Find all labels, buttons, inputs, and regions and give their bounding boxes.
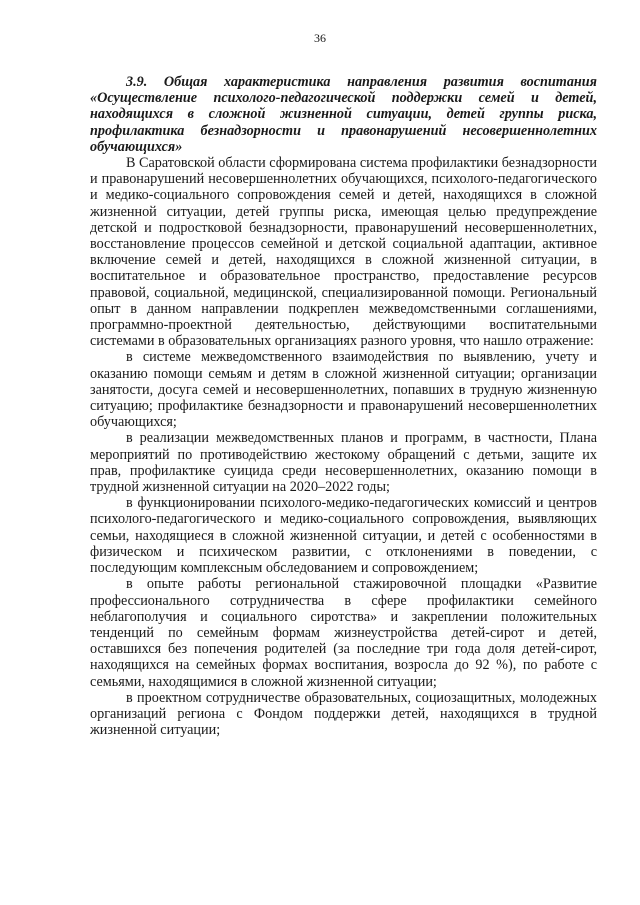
paragraph-intro: В Саратовской области сформирована система профилактики безнадзорности и правонарушений несовершеннолетних обучающихся, психолого-педагогического и медико-социального сопровождения семей и детей, находящихся в сложной жизненной ситуации, детей группы риска, имеющая целью предупреждение детской и подростковой безнадзорности, правонарушений несовершеннолетних, восстановление процессов семейной и детской социальной адаптации, активное включение семей и детей, находящихся в сложной жизненной ситуации, в воспитательное и образовательное пространство, предоставление ресурсов правовой, социальной, медицинской, специализированной помощи. Региональный опыт в данном направлении подкреплен межведомственными соглашениями, программно-проектной деятельностью, действующими воспитательными системами в образовательных организациях разного уровня, что нашло отражение:	[90, 155, 597, 350]
section-heading: 3.9. Общая характеристика направления развития воспитания «Осуществление психолого-педагогической поддержки семей и детей, находящихся в сложной жизненной ситуации, детей группы риска, профилактика безнадзорности и правонарушений несовершеннолетних обучающихся»	[90, 74, 597, 155]
paragraph-interagency-plans: в реализации межведомственных планов и программ, в частности, Плана мероприятий по противодействию жестокому обращений с детьми, защите их прав, профилактике суицида среди несовершеннолетних, оказанию помощи в трудной жизненной ситуации на 2020–2022 годы;	[90, 430, 597, 496]
page-number: 36	[314, 31, 326, 45]
paragraph-interagency-interaction: в системе межведомственного взаимодействия по выявлению, учету и оказанию помощи семьям и детям в сложной жизненной ситуации; организации занятости, досуга семей и несовершеннолетних, попавших в трудную жизненную ситуацию; профилактике безнадзорности и правонарушений несовершеннолетних обучающихся;	[90, 349, 597, 431]
paragraph-project-cooperation: в проектном сотрудничестве образовательных, социозащитных, молодежных организаций региона с Фондом поддержки детей, находящихся в трудной жизненной ситуации;	[90, 689, 597, 739]
document-body	[90, 74, 597, 738]
paragraph-internship-platform: в опыте работы региональной стажировочной площадки «Развитие профессионального сотрудничества в сфере профилактики семейного неблагополучия и социального сиротства» и закреплении положительных тенденций по семейным формам жизнеустройства детей-сирот и детей, оставшихся без попечения родителей (за последние три года доля детей-сирот, находящихся на семейных формах воспитания, возросла до 92 %), по работе с семьями, находящимися в сложной жизненной ситуации;	[90, 576, 597, 690]
paragraph-pmpk-commissions: в функционировании психолого-медико-педагогических комиссий и центров психолого-педагогического и медико-социального сопровождения, выявляющих семьи, находящиеся в сложной жизненной ситуации, и детей с особенностями в физическом и психическом развитии, с отклонениями в поведении, с последующим комплексным обследованием и сопровождением;	[90, 495, 597, 577]
